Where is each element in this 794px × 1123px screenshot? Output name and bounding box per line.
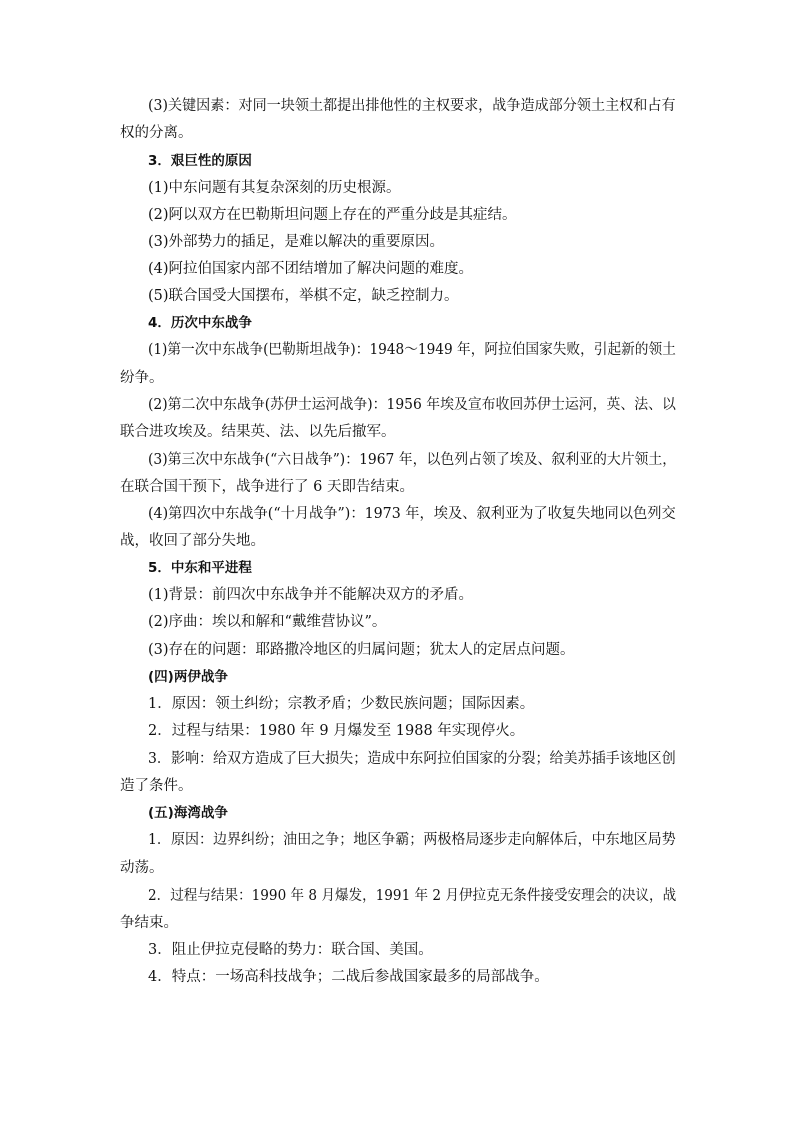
text-line: 2．过程与结果：1980 年 9 月爆发至 1988 年实现停火。 [148, 723, 525, 739]
section-heading: 3．艰巨性的原因 [148, 153, 252, 169]
text-line: (2)序曲：埃以和解和“戴维营协议”。 [148, 614, 387, 630]
text-line: 3．阻止伊拉克侵略的势力：联合国、美国。 [148, 942, 433, 958]
text-line: (3)关键因素：对同一块领土都提出排他性的主权要求，战争造成部分领土主权和占有 [148, 98, 676, 114]
text-line: (4)第四次中东战争(“十月战争”)：1973 年，埃及、叙利亚为了收复失地同以色列交 [148, 506, 676, 522]
text-line: (4)阿拉伯国家内部不团结增加了解决问题的难度。 [148, 261, 474, 277]
text-line: 权的分离。 [120, 125, 193, 141]
text-line: (1)第一次中东战争(巴勒斯坦战争)：1948～1949 年，阿拉伯国家失败，引起新的领土 [148, 342, 676, 358]
text-line: 纷争。 [120, 370, 164, 386]
text-line: 3．影响：给双方造成了巨大损失；造成中东阿拉伯国家的分裂；给美苏插手该地区创 [148, 751, 676, 767]
text-line: 动荡。 [120, 860, 164, 876]
text-line: 1．原因：边界纠纷；油田之争；地区争霸；两极格局逐步走向解体后，中东地区局势 [148, 832, 676, 848]
text-line: (2)阿以双方在巴勒斯坦问题上存在的严重分歧是其症结。 [148, 207, 517, 223]
text-line: (5)联合国受大国摆布，举棋不定，缺乏控制力。 [148, 288, 459, 304]
text-line: 争结束。 [120, 915, 178, 931]
text-line: (2)第二次中东战争(苏伊士运河战争)：1956 年埃及宣布收回苏伊士运河，英、法、以 [148, 397, 676, 413]
text-line: 联合进攻埃及。结果英、法、以先后撤军。 [120, 424, 396, 440]
text-line: 2．过程与结果：1990 年 8 月爆发，1991 年 2 月伊拉克无条件接受安理会的决议，战 [148, 888, 677, 904]
text-line: (3)外部势力的插足，是难以解决的重要原因。 [148, 234, 445, 250]
section-heading: 5．中东和平进程 [148, 560, 252, 576]
text-line: (3)第三次中东战争(“六日战争”)：1967 年，以色列占领了埃及、叙利亚的大片领土， [148, 452, 677, 468]
text-line: 战，收回了部分失地。 [120, 533, 265, 549]
text-line: (3)存在的问题：耶路撒冷地区的归属问题；犹太人的定居点问题。 [148, 642, 575, 658]
section-heading: 4．历次中东战争 [148, 315, 252, 331]
text-line: 1．原因：领土纠纷；宗教矛盾；少数民族问题；国际因素。 [148, 696, 535, 712]
text-line: 在联合国干预下，战争进行了 6 天即告结束。 [120, 479, 414, 495]
section-heading: (五)海湾战争 [148, 805, 228, 821]
text-line: (1)背景：前四次中东战争并不能解决双方的矛盾。 [148, 587, 474, 603]
section-heading: (四)两伊战争 [148, 669, 228, 685]
text-line: 4．特点：一场高科技战争；二战后参战国家最多的局部战争。 [148, 969, 549, 985]
text-line: 造了条件。 [120, 778, 193, 794]
text-line: (1)中东问题有其复杂深刻的历史根源。 [148, 180, 401, 196]
